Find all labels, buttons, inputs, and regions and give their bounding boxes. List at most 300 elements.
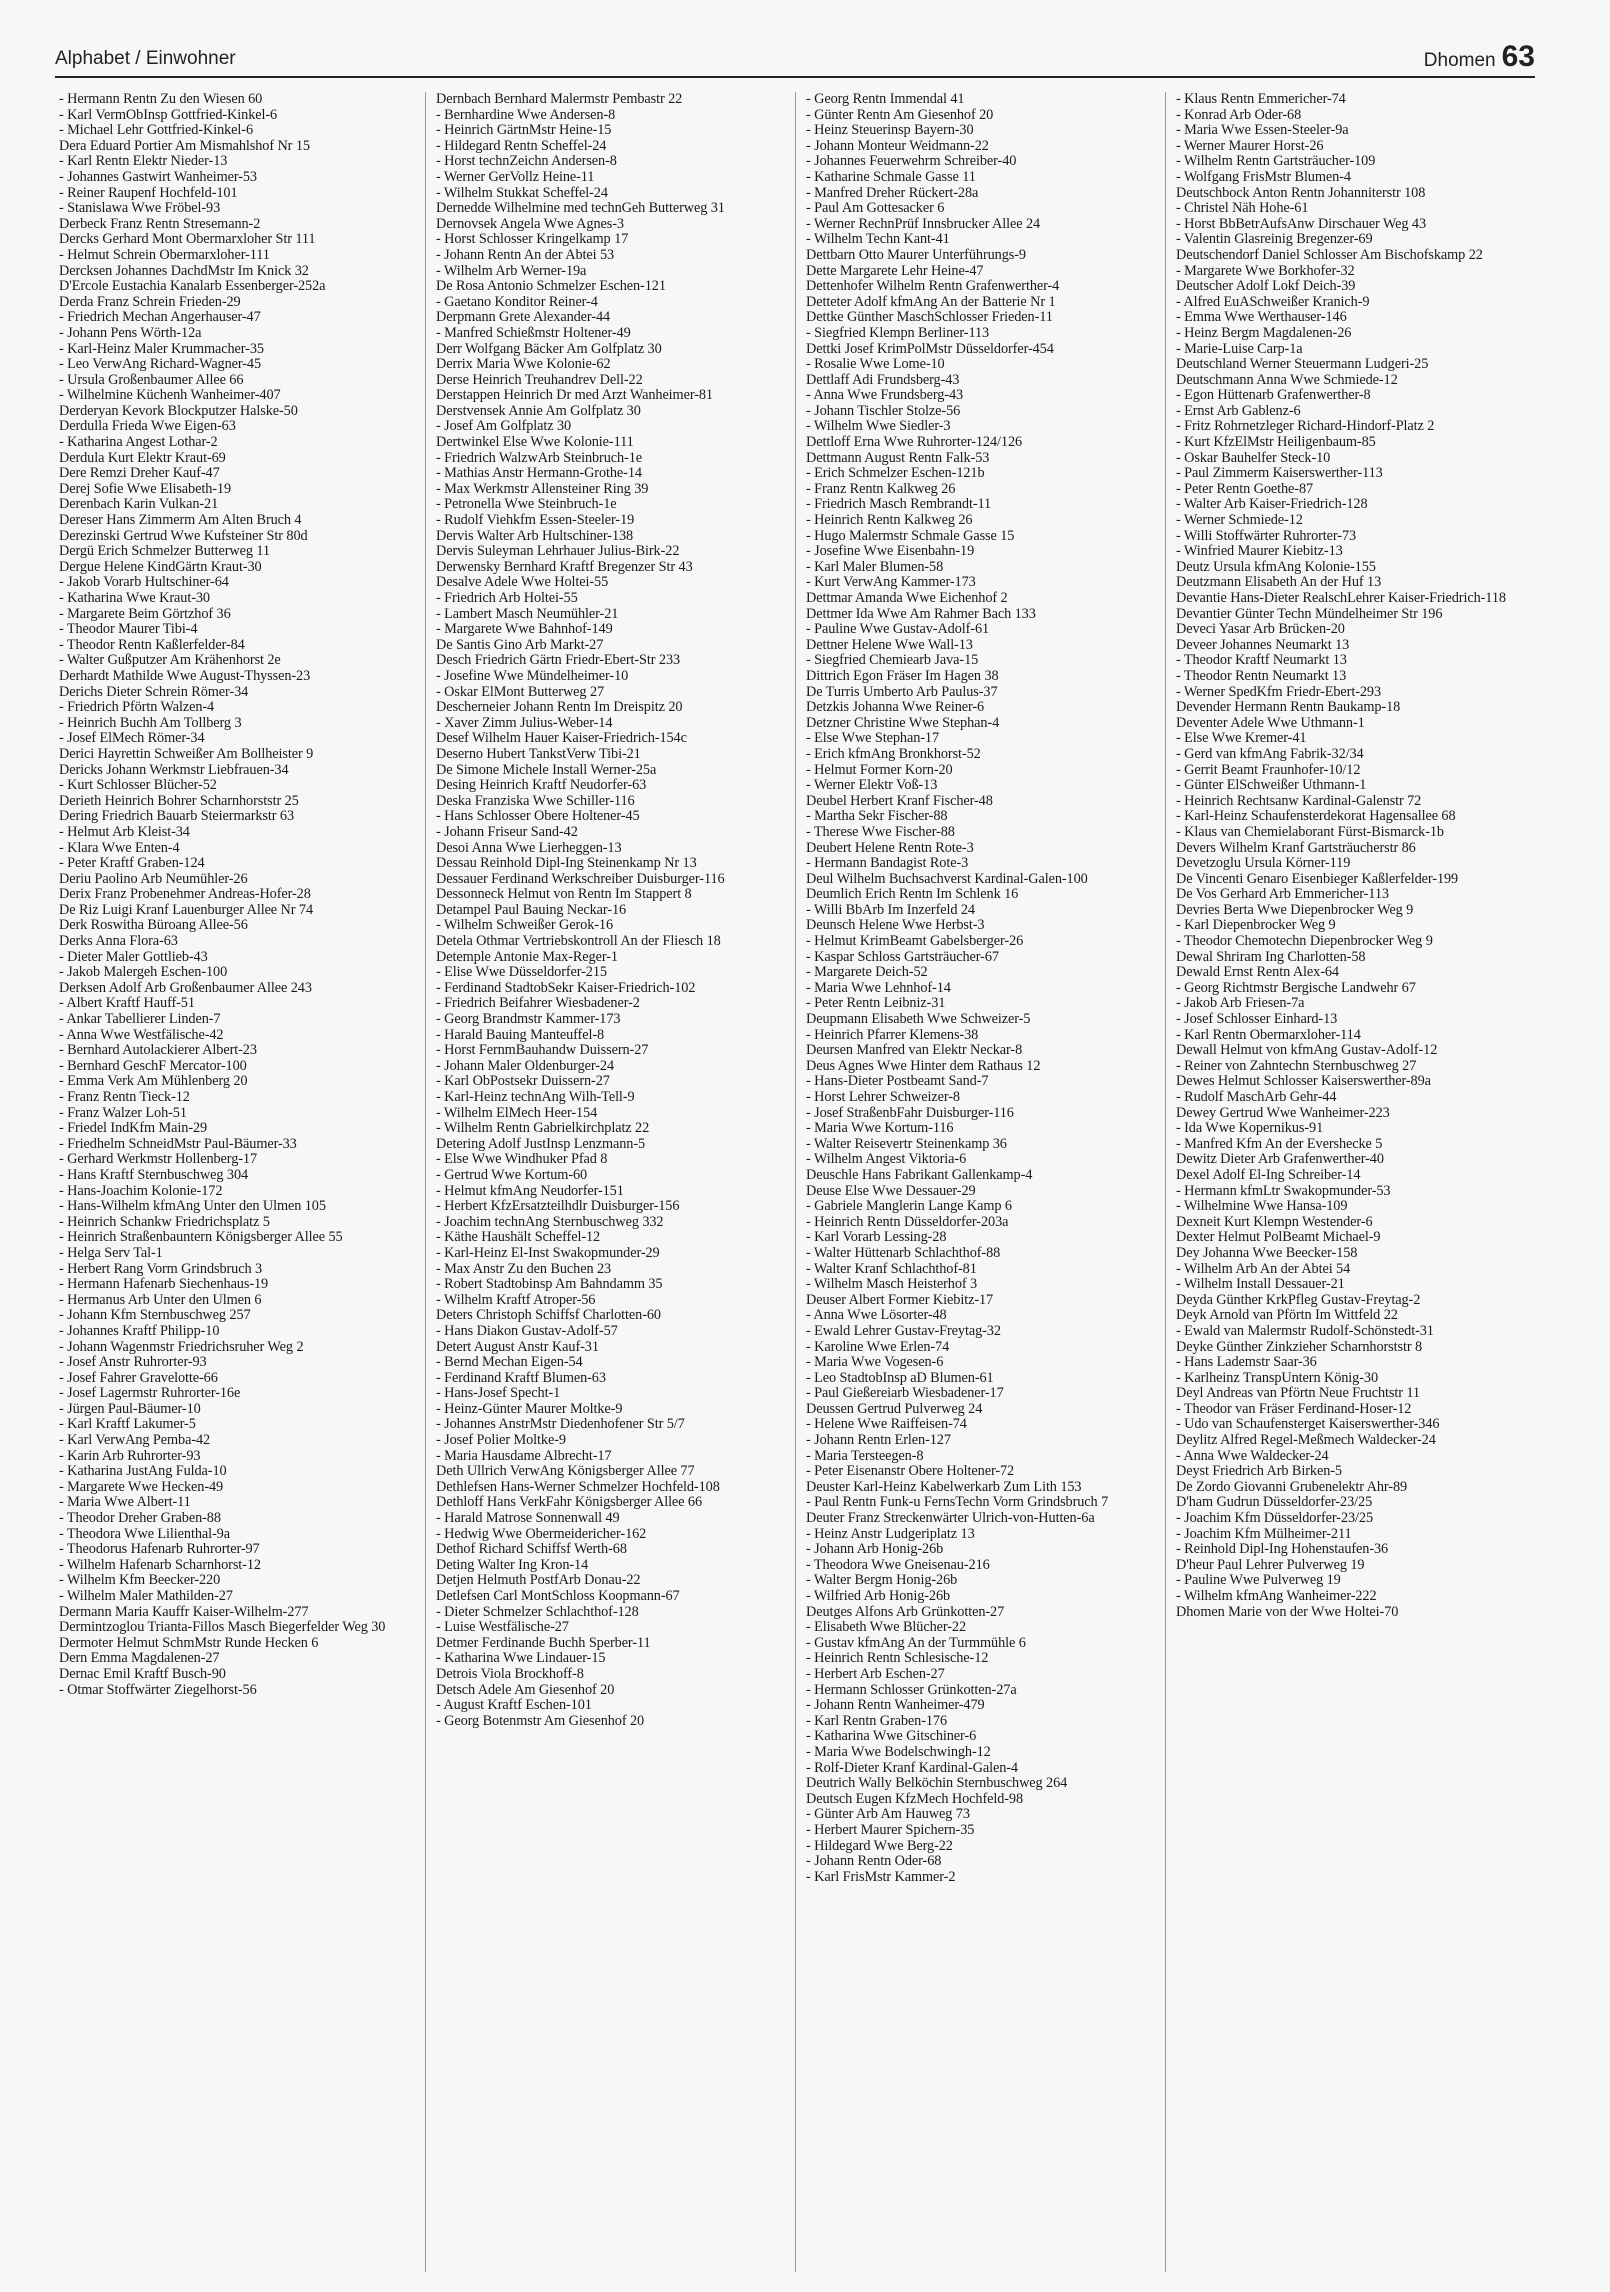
directory-entry: - Wilhelm Hafenarb Scharnhorst-12	[59, 1556, 261, 1573]
directory-entry: - Konrad Arb Oder-68	[1176, 106, 1302, 123]
directory-entry: - Gustav kfmAng An der Turmmühle 6	[806, 1634, 1026, 1651]
directory-entry: - Friedrich Masch Rembrandt-11	[806, 496, 992, 513]
directory-column-1	[55, 92, 425, 2272]
directory-entry: - Josef Am Golfplatz 30	[436, 418, 572, 435]
directory-entry: - Herbert KfzErsatzteilhdlr Duisburger-156	[436, 1198, 680, 1215]
directory-entry: - Winfried Maurer Kiebitz-13	[1176, 543, 1343, 560]
directory-entry: - Wilhelm Kraftf Atroper-56	[436, 1291, 596, 1308]
directory-entry: - Johann Wagenmstr Friedrichsruher Weg 2	[59, 1338, 304, 1355]
directory-entry: Derda Franz Schrein Frieden-29	[59, 293, 241, 310]
directory-entry: Derks Anna Flora-63	[59, 933, 178, 950]
directory-entry: - Josef Lagermstr Ruhrorter-16e	[59, 1385, 241, 1402]
directory-entry: Deutz Ursula kfmAng Kolonie-155	[1176, 558, 1376, 575]
directory-entry: - Siegfried Chemiearb Java-15	[806, 652, 979, 669]
directory-entry: - Franz Walzer Loh-51	[59, 1104, 187, 1121]
directory-entry: - Johannes Feuerwehrm Schreiber-40	[806, 153, 1017, 170]
directory-entry: - Alfred EuASchweißer Kranich-9	[1176, 293, 1370, 310]
directory-entry: - Werner Elektr Voß-13	[806, 777, 938, 794]
directory-entry: - Rosalie Wwe Lome-10	[806, 356, 945, 373]
directory-entry: - Kurt KfzElMstr Heiligenbaum-85	[1176, 434, 1376, 451]
directory-entry: Deyda Günther KrkPfleg Gustav-Freytag-2	[1176, 1291, 1421, 1308]
directory-entry: - Else Wwe Windhuker Pfad 8	[436, 1151, 608, 1168]
directory-entry: - Ferdinand StadtobSekr Kaiser-Friedrich-102	[436, 979, 696, 996]
directory-entry: - Fritz Rohrnetzleger Richard-Hindorf-Platz 2	[1176, 418, 1435, 435]
directory-entry: Deventer Adele Wwe Uthmann-1	[1176, 714, 1365, 731]
directory-entry: - Johann Pens Wörth-12a	[59, 324, 202, 341]
directory-entry: - Werner Schmiede-12	[1176, 512, 1303, 529]
directory-entry: - Hugo Malermstr Schmale Gasse 15	[806, 527, 1015, 544]
directory-entry: - Johann Maler Oldenburger-24	[436, 1057, 614, 1074]
directory-entry: - Wilhelm Rentn Gartsträucher-109	[1176, 153, 1376, 170]
directory-entry: - Wilhelm Install Dessauer-21	[1176, 1276, 1345, 1293]
directory-entry: - Theodor Rentn Neumarkt 13	[1176, 667, 1347, 684]
directory-entry: - Heinz-Günter Maurer Moltke-9	[436, 1400, 623, 1417]
directory-entry: - Hedwig Wwe Obermeidericher-162	[436, 1525, 647, 1542]
directory-entry: Dettbarn Otto Maurer Unterführungs-9	[806, 246, 1026, 263]
directory-entry: De Vos Gerhard Arb Emmericher-113	[1176, 886, 1389, 903]
directory-entry: - Wilhelm Maler Mathilden-27	[59, 1588, 233, 1604]
directory-entry: Derk Roswitha Büroang Allee-56	[59, 917, 248, 934]
directory-entry: - Reiner Raupenf Hochfeld-101	[59, 184, 238, 201]
directory-entry: Deutschbock Anton Rentn Johanniterstr 108	[1176, 184, 1426, 201]
directory-entry: Devries Berta Wwe Diepenbrocker Weg 9	[1176, 901, 1414, 918]
directory-entry: - Herbert Maurer Spichern-35	[806, 1821, 975, 1838]
directory-entry: - Reiner von Zahntechn Sternbuschweg 27	[1176, 1057, 1417, 1074]
directory-entry: - Günter Rentn Am Giesenhof 20	[806, 106, 994, 123]
directory-entry: - Manfred Dreher Rückert-28a	[806, 184, 979, 201]
directory-entry: - Ewald van Malermstr Rudolf-Schönstedt-31	[1176, 1322, 1434, 1339]
directory-entry: - Kurt Schlosser Blücher-52	[59, 777, 217, 794]
directory-entry: - Jakob Arb Friesen-7a	[1176, 995, 1305, 1012]
directory-entry: - Udo van Schaufensterget Kaiserswerther-346	[1176, 1416, 1440, 1433]
directory-entry: - Wilhelm Techn Kant-41	[806, 231, 950, 248]
directory-entry: Deubert Helene Rentn Rote-3	[806, 839, 974, 856]
directory-entry: Dexel Adolf El-Ing Schreiber-14	[1176, 1166, 1361, 1183]
directory-entry: Dervis Walter Arb Hultschiner-138	[436, 527, 634, 544]
directory-entry: - Egon Hüttenarb Grafenwerther-8	[1176, 387, 1371, 404]
directory-entry: - Pauline Wwe Gustav-Adolf-61	[806, 621, 990, 638]
directory-entry: - Johannes Gastwirt Wanheimer-53	[59, 168, 257, 185]
directory-entry: - Hans Schlosser Obere Holtener-45	[436, 808, 640, 825]
directory-entry: - Heinrich Rentn Düsseldorfer-203a	[806, 1213, 1009, 1230]
directory-entry: - Josef StraßenbFahr Duisburger-116	[806, 1104, 1014, 1121]
directory-entry: Deveer Johannes Neumarkt 13	[1176, 636, 1350, 653]
directory-entry: - Horst Lehrer Schweizer-8	[806, 1089, 960, 1105]
directory-entry: - Wilhelm Arb Werner-19a	[436, 262, 587, 279]
directory-entry: Dettenhofer Wilhelm Rentn Grafenwerther-4	[806, 278, 1060, 295]
directory-entry: Deska Franziska Wwe Schiller-116	[436, 792, 635, 809]
directory-entry: - Katharine Schmale Gasse 11	[806, 168, 976, 185]
directory-entry: - Gaetano Konditor Reiner-4	[436, 293, 598, 310]
directory-entry: - Klaus Rentn Emmericher-74	[1176, 92, 1346, 107]
directory-entry: Detering Adolf JustInsp Lenzmann-5	[436, 1135, 646, 1152]
directory-entry: Deuse Else Wwe Dessauer-29	[806, 1182, 976, 1199]
directory-entry: Derix Franz Probenehmer Andreas-Hofer-28	[59, 886, 311, 903]
directory-entry: - Wilhelm Angest Viktoria-6	[806, 1151, 967, 1168]
directory-entry: Dethlefsen Hans-Werner Schmelzer Hochfeld-108	[436, 1478, 720, 1495]
directory-entry: Deting Walter Ing Kron-14	[436, 1556, 589, 1573]
directory-entry: - Hans-Josef Specht-1	[436, 1385, 561, 1402]
directory-entry: - Franz Rentn Tieck-12	[59, 1089, 190, 1105]
directory-column-4	[1165, 92, 1535, 2272]
directory-entry: Dercksen Johannes DachdMstr Im Knick 32	[59, 262, 309, 279]
directory-entry: - Leo StadtobInsp aD Blumen-61	[806, 1369, 994, 1386]
directory-entry: Devantie Hans-Dieter RealschLehrer Kaiser-Friedrich-118	[1176, 590, 1506, 606]
directory-entry: Dercks Gerhard Mont Obermarxloher Str 111	[59, 231, 316, 248]
running-head	[1424, 40, 1535, 74]
directory-entry: - Therese Wwe Fischer-88	[806, 823, 955, 840]
directory-entry: Derieth Heinrich Bohrer Scharnhorststr 25	[59, 792, 299, 809]
directory-entry: Dittrich Egon Fräser Im Hagen 38	[806, 667, 999, 684]
directory-entry: Dexter Helmut PolBeamt Michael-9	[1176, 1229, 1381, 1246]
directory-entry: - Margarete Wwe Hecken-49	[59, 1478, 224, 1495]
directory-entry: De Zordo Giovanni Grubenelektr Ahr-89	[1176, 1478, 1408, 1495]
directory-entry: Dermoter Helmut SchmMstr Runde Hecken 6	[59, 1634, 319, 1651]
directory-entry: - Theodor Rentn Kaßlerfelder-84	[59, 636, 245, 653]
directory-entry: - Werner GerVollz Heine-11	[436, 168, 595, 185]
directory-entry: Dettner Helene Wwe Wall-13	[806, 636, 973, 653]
directory-entry: Detjen Helmuth PostfArb Donau-22	[436, 1572, 641, 1589]
directory-entry: Derenbach Karin Vulkan-21	[59, 496, 219, 513]
directory-entry: Devers Wilhelm Kranf Gartsträucherstr 86	[1176, 839, 1416, 856]
directory-entry: Deul Wilhelm Buchsachverst Kardinal-Galen-100	[806, 870, 1088, 887]
directory-entry: - Karl-Heinz technAng Wilh-Tell-9	[436, 1089, 635, 1105]
directory-entry: - Heinrich Rentn Kalkweg 26	[806, 512, 973, 529]
directory-entry: - Peter Eisenanstr Obere Holtener-72	[806, 1463, 1015, 1480]
directory-entry: - Friedrich Pförtn Walzen-4	[59, 699, 215, 716]
directory-entry: - Ankar Tabellierer Linden-7	[59, 1011, 221, 1028]
directory-entry: - Maria Hausdame Albrecht-17	[436, 1447, 612, 1464]
directory-entry: - Heinz Bergm Magdalenen-26	[1176, 324, 1352, 341]
directory-entry: - Josefine Wwe Eisenbahn-19	[806, 543, 975, 560]
directory-entry: - Georg Rentn Immendal 41	[806, 92, 965, 107]
directory-entry: - Herbert Arb Eschen-27	[806, 1665, 945, 1682]
directory-entry: - Hans-Dieter Postbeamt Sand-7	[806, 1073, 989, 1090]
directory-entry: Deuter Franz Streckenwärter Ulrich-von-Hutten-6a	[806, 1510, 1095, 1527]
directory-entry: - Elisabeth Wwe Blücher-22	[806, 1619, 967, 1636]
directory-entry: - Anna Wwe Waldecker-24	[1176, 1447, 1329, 1464]
directory-entry: Deus Agnes Wwe Hinter dem Rathaus 12	[806, 1057, 1041, 1074]
directory-entry: - Oskar Bauhelfer Steck-10	[1176, 449, 1331, 466]
directory-entry: - Max Werkmstr Allensteiner Ring 39	[436, 480, 649, 497]
directory-entry: Desch Friedrich Gärtn Friedr-Ebert-Str 233	[436, 652, 681, 669]
directory-entry: - Karl-Heinz Schaufensterdekorat Hagensallee 68	[1176, 808, 1456, 825]
directory-entry: - Lambert Masch Neumühler-21	[436, 605, 619, 622]
directory-entry: - Walter Reisevertr Steinenkamp 36	[806, 1135, 1007, 1152]
directory-entry: - Theodora Wwe Gneisenau-216	[806, 1556, 990, 1573]
directory-entry: Deutschendorf Daniel Schlosser Am Bischofskamp 22	[1176, 246, 1483, 263]
directory-entry: - Günter Arb Am Hauweg 73	[806, 1806, 970, 1823]
directory-entry: Devender Hermann Rentn Baukamp-18	[1176, 699, 1401, 716]
directory-column-2	[425, 92, 795, 2272]
directory-entry: - Wilhelm Arb An der Abtei 54	[1176, 1260, 1351, 1277]
directory-entry: - Johann Friseur Sand-42	[436, 823, 578, 840]
directory-entry: Detteter Adolf kfmAng An der Batterie Nr 1	[806, 293, 1056, 310]
directory-entry: - Heinz Anstr Ludgeriplatz 13	[806, 1525, 975, 1542]
directory-entry: - Johann Monteur Weidmann-22	[806, 137, 989, 154]
directory-entry: Derwensky Bernhard Kraftf Bregenzer Str 43	[436, 558, 693, 575]
directory-entry: - Wilfried Arb Honig-26b	[806, 1588, 951, 1604]
directory-entry: Dernedde Wilhelmine med technGeh Butterweg 31	[436, 200, 725, 217]
directory-entry: Deyke Günther Zinkzieher Scharnhorststr 8	[1176, 1338, 1423, 1355]
directory-entry: - Walter Bergm Honig-26b	[806, 1572, 958, 1589]
directory-entry: - Peter Kraftf Graben-124	[59, 855, 205, 872]
directory-entry: - Albert Kraftf Hauff-51	[59, 995, 195, 1012]
directory-entry: - Günter ElSchweißer Uthmann-1	[1176, 777, 1367, 794]
directory-entry: - Hermann Hafenarb Siechenhaus-19	[59, 1276, 269, 1293]
directory-entry: - Joachim technAng Sternbuschweg 332	[436, 1213, 664, 1230]
directory-entry: Derstappen Heinrich Dr med Arzt Wanheimer-81	[436, 387, 713, 404]
directory-entry: - Hans-Wilhelm kfmAng Unter den Ulmen 105	[59, 1198, 326, 1215]
directory-entry: - Dieter Schmelzer Schlachthof-128	[436, 1603, 639, 1620]
directory-entry: Deussen Gertrud Pulverweg 24	[806, 1400, 983, 1417]
directory-entry: - Bernhard GeschF Mercator-100	[59, 1057, 247, 1074]
directory-entry: - Karl Vorarb Lessing-28	[806, 1229, 947, 1246]
directory-entry: - Josef Anstr Ruhrorter-93	[59, 1354, 207, 1371]
directory-entry: Desing Heinrich Kraftf Neudorfer-63	[436, 777, 647, 794]
directory-entry: Dhomen Marie von der Wwe Holtei-70	[1176, 1603, 1399, 1620]
directory-entry: - Stanislawa Wwe Fröbel-93	[59, 200, 221, 217]
directory-entry: Dernac Emil Kraftf Busch-90	[59, 1665, 226, 1682]
directory-entry: - Katharina JustAng Fulda-10	[59, 1463, 227, 1480]
directory-entry: Dereser Hans Zimmerm Am Alten Bruch 4	[59, 512, 302, 529]
directory-entry: - Wilhelm ElMech Heer-154	[436, 1104, 598, 1121]
directory-entry: Deveci Yasar Arb Brücken-20	[1176, 621, 1345, 638]
directory-entry: - Heinrich Rechtsanw Kardinal-Galenstr 72	[1176, 792, 1422, 809]
directory-entry: - Max Anstr Zu den Buchen 23	[436, 1260, 612, 1277]
directory-entry: - Manfred Schießmstr Holtener-49	[436, 324, 631, 341]
directory-entry: Deunsch Helene Wwe Herbst-3	[806, 917, 985, 934]
directory-entry: - Robert Stadtobinsp Am Bahndamm 35	[436, 1276, 663, 1293]
directory-entry: - Jakob Malergeh Eschen-100	[59, 964, 228, 981]
directory-entry: Dettmer Ida Wwe Am Rahmer Bach 133	[806, 605, 1036, 622]
directory-entry: - Emma Verk Am Mühlenberg 20	[59, 1073, 248, 1090]
directory-entry: - Wilhelmine Wwe Hansa-109	[1176, 1198, 1348, 1215]
directory-entry: Derderyan Kevork Blockputzer Halske-50	[59, 402, 298, 419]
directory-entry: Dexneit Kurt Klempn Westender-6	[1176, 1213, 1373, 1230]
directory-entry: - Else Wwe Stephan-17	[806, 730, 940, 747]
directory-entry: - Walter Arb Kaiser-Friedrich-128	[1176, 496, 1368, 513]
directory-entry: Dertwinkel Else Wwe Kolonie-111	[436, 434, 634, 451]
directory-entry: - Hermann Rentn Zu den Wiesen 60	[59, 92, 263, 107]
directory-entry: Dewal Shriram Ing Charlotten-58	[1176, 948, 1366, 965]
running-head-name: Dhomen	[1423, 50, 1496, 71]
directory-entry: - Josef Polier Moltke-9	[436, 1432, 566, 1449]
directory-entry: Dergue Helene KindGärtn Kraut-30	[59, 558, 262, 575]
directory-entry: - Werner SpedKfm Friedr-Ebert-293	[1176, 683, 1382, 700]
directory-entry: Deutschmann Anna Wwe Schmiede-12	[1176, 371, 1398, 388]
directory-entry: - Karl VermObInsp Gottfried-Kinkel-6	[59, 106, 278, 123]
directory-entry: - Joachim Kfm Düsseldorfer-23/25	[1176, 1510, 1374, 1527]
directory-entry: Desalve Adele Wwe Holtei-55	[436, 574, 609, 591]
directory-entry: Detert August Anstr Kauf-31	[436, 1338, 599, 1355]
directory-entry: - Maria Wwe Kortum-116	[806, 1120, 954, 1137]
directory-entry: Dettmann August Rentn Falk-53	[806, 449, 990, 466]
directory-entry: Deuser Albert Former Kiebitz-17	[806, 1291, 994, 1308]
directory-entry: - Johann Kfm Sternbuschweg 257	[59, 1307, 251, 1324]
directory-entry: - Katharina Angest Lothar-2	[59, 434, 218, 451]
directory-entry: - August Kraftf Eschen-101	[436, 1697, 592, 1714]
directory-entry: Dewald Ernst Rentn Alex-64	[1176, 964, 1339, 981]
directory-entry: Deylitz Alfred Regel-Meßmech Waldecker-24	[1176, 1432, 1436, 1449]
directory-entry: - Johann Rentn Erlen-127	[806, 1432, 951, 1449]
directory-entry: - Ernst Arb Gablenz-6	[1176, 402, 1301, 419]
directory-entry: Dermintzoglou Trianta-Fillos Masch Biegerfelder Weg 30	[59, 1619, 386, 1636]
directory-entry: Devantier Günter Techn Mündelheimer Str 196	[1176, 605, 1443, 622]
directory-entry: - Reinhold Dipl-Ing Hohenstaufen-36	[1176, 1541, 1389, 1558]
directory-entry: - Maria Tersteegen-8	[806, 1447, 924, 1464]
directory-entry: - Horst technZeichn Andersen-8	[436, 153, 617, 170]
directory-entry: - Bernd Mechan Eigen-54	[436, 1354, 583, 1371]
directory-entry: Deutschland Werner Steuermann Ludgeri-25	[1176, 356, 1429, 373]
directory-entry: Detzner Christine Wwe Stephan-4	[806, 714, 1000, 731]
directory-entry: - Karlheinz TranspUntern König-30	[1176, 1369, 1378, 1386]
directory-entry: Detlefsen Carl MontSchloss Koopmann-67	[436, 1588, 680, 1604]
directory-entry: - Johann Rentn An der Abtei 53	[436, 246, 615, 263]
directory-entry: - Katharina Wwe Kraut-30	[59, 590, 210, 606]
directory-entry: - Theodor Maurer Tibi-4	[59, 621, 198, 638]
directory-entry: Derdulla Frieda Wwe Eigen-63	[59, 418, 236, 435]
directory-entry: - Wilhelm kfmAng Wanheimer-222	[1176, 1588, 1377, 1604]
directory-entry: Desef Wilhelm Hauer Kaiser-Friedrich-154c	[436, 730, 687, 747]
directory-entry: - Werner RechnPrüf Innsbrucker Allee 24	[806, 215, 1041, 232]
directory-entry: - Bernhardine Wwe Andersen-8	[436, 106, 616, 123]
directory-entry: - Leo VerwAng Richard-Wagner-45	[59, 356, 262, 373]
directory-entry: Deutscher Adolf Lokf Deich-39	[1176, 278, 1356, 295]
directory-entry: - Walter Kranf Schlachthof-81	[806, 1260, 977, 1277]
directory-entry: Deumlich Erich Rentn Im Schlenk 16	[806, 886, 1019, 903]
directory-entry: - Christel Näh Hohe-61	[1176, 200, 1309, 217]
directory-entry: - Horst Schlosser Kringelkamp 17	[436, 231, 629, 248]
directory-entry: Detela Othmar Vertriebskontroll An der Fliesch 18	[436, 933, 721, 950]
directory-entry: Dettloff Erna Wwe Ruhrorter-124/126	[806, 434, 1023, 451]
directory-entry: Dettlaff Adi Frundsberg-43	[806, 371, 960, 388]
directory-entry: - Helmut Schrein Obermarxloher-111	[59, 246, 270, 263]
directory-entry: Dervis Suleyman Lehrhauer Julius-Birk-22	[436, 543, 680, 560]
directory-entry: - Ferdinand Kraftf Blumen-63	[436, 1369, 606, 1386]
directory-entry: - Hans Kraftf Sternbuschweg 304	[59, 1166, 249, 1183]
directory-entry: - Karl Maler Blumen-58	[806, 558, 944, 575]
directory-entry: - Mathias Anstr Hermann-Grothe-14	[436, 465, 642, 482]
directory-entry: D'heur Paul Lehrer Pulverweg 19	[1176, 1556, 1365, 1573]
directory-entry: Deubel Herbert Kranf Fischer-48	[806, 792, 993, 809]
directory-entry: - Friedrich WalzwArb Steinbruch-1e	[436, 449, 642, 466]
directory-entry: Detemple Antonie Max-Reger-1	[436, 948, 618, 965]
directory-entry: - Luise Westfälische-27	[436, 1619, 569, 1636]
directory-entry: - Helmut kfmAng Neudorfer-151	[436, 1182, 624, 1199]
directory-entry: - Horst BbBetrAufsAnw Dirschauer Weg 43	[1176, 215, 1426, 232]
directory-entry: Dethof Richard Schiffsf Werth-68	[436, 1541, 627, 1558]
directory-entry: Dey Johanna Wwe Beecker-158	[1176, 1244, 1358, 1261]
directory-entry: - Ida Wwe Kopernikus-91	[1176, 1120, 1324, 1137]
directory-entry: Deserno Hubert TankstVerw Tibi-21	[436, 745, 641, 762]
directory-entry: - Josefine Wwe Mündelheimer-10	[436, 667, 629, 684]
directory-entry: - Werner Maurer Horst-26	[1176, 137, 1324, 154]
directory-entry: - Peter Rentn Goethe-87	[1176, 480, 1314, 497]
directory-entry: - Heinrich Straßenbauntern Königsberger Allee 55	[59, 1229, 343, 1246]
directory-entry: - Wolfgang FrisMstr Blumen-4	[1176, 168, 1351, 185]
directory-entry: - Hans Lademstr Saar-36	[1176, 1354, 1317, 1371]
directory-entry: - Rolf-Dieter Kranf Kardinal-Galen-4	[806, 1759, 1018, 1776]
directory-entry: - Harald Bauing Manteuffel-8	[436, 1026, 605, 1043]
directory-entry: - Otmar Stoffwärter Ziegelhorst-56	[59, 1681, 257, 1698]
directory-entry: - Kaspar Schloss Gartsträucher-67	[806, 948, 999, 965]
directory-entry: - Hildegard Rentn Scheffel-24	[436, 137, 607, 154]
directory-entry: Derdula Kurt Elektr Kraut-69	[59, 449, 226, 466]
directory-entry: Deutsch Eugen KfzMech Hochfeld-98	[806, 1790, 1024, 1807]
directory-entry: - Maria Wwe Bodelschwingh-12	[806, 1743, 991, 1760]
directory-entry: - Maria Wwe Albert-11	[59, 1494, 191, 1511]
directory-entry: - Karl Diepenbrocker Weg 9	[1176, 917, 1336, 934]
directory-entry: Dericks Johann Werkmstr Liebfrauen-34	[59, 761, 289, 778]
directory-entry: De Santis Gino Arb Markt-27	[436, 636, 604, 653]
directory-entry: - Paul Am Gottesacker 6	[806, 200, 945, 217]
directory-entry: - Karl Rentn Elektr Nieder-13	[59, 153, 228, 170]
directory-entry: - Heinrich Rentn Schlesische-12	[806, 1650, 989, 1667]
directory-entry: Derici Hayrettin Schweißer Am Bollheister 9	[59, 745, 314, 762]
directory-entry: - Friedrich Arb Holtei-55	[436, 590, 578, 606]
directory-entry: - Ewald Lehrer Gustav-Freytag-32	[806, 1322, 1001, 1339]
directory-entry: Deyk Arnold van Pförtn Im Wittfeld 22	[1176, 1307, 1398, 1324]
directory-entry: Detampel Paul Bauing Neckar-16	[436, 901, 627, 918]
directory-entry: - Georg Botenmstr Am Giesenhof 20	[436, 1712, 645, 1729]
directory-entry: - Margarete Wwe Bahnhof-149	[436, 621, 613, 638]
directory-entry: - Margarete Wwe Borkhofer-32	[1176, 262, 1355, 279]
directory-entry: - Theodor Kraftf Neumarkt 13	[1176, 652, 1347, 669]
directory-entry: - Josef ElMech Römer-34	[59, 730, 205, 747]
directory-entry: - Josef Fahrer Gravelotte-66	[59, 1369, 218, 1386]
directory-entry: - Johannes AnstrMstr Diedenhofener Str 5/7	[436, 1416, 685, 1433]
directory-entry: - Petronella Wwe Steinbruch-1e	[436, 496, 617, 513]
directory-entry: - Klara Wwe Enten-4	[59, 839, 180, 856]
directory-entry: - Rudolf Viehkfm Essen-Steeler-19	[436, 512, 635, 529]
directory-entry: - Georg Brandmstr Kammer-173	[436, 1011, 621, 1028]
directory-entry: - Theodor van Fräser Ferdinand-Hoser-12	[1176, 1400, 1412, 1417]
directory-entry: Derbeck Franz Rentn Stresemann-2	[59, 215, 261, 232]
directory-entry: - Friedel IndKfm Main-29	[59, 1120, 208, 1137]
directory-entry: - Franz Rentn Kalkweg 26	[806, 480, 956, 497]
directory-entry: - Karl-Heinz Maler Krummacher-35	[59, 340, 264, 357]
directory-entry: - Manfred Kfm An der Evershecke 5	[1176, 1135, 1383, 1152]
directory-entry: - Marie-Luise Carp-1a	[1176, 340, 1303, 357]
directory-entry: Derichs Dieter Schrein Römer-34	[59, 683, 249, 700]
directory-entry: - Wilhelm Rentn Gabrielkirchplatz 22	[436, 1120, 650, 1137]
directory-entry: Dering Friedrich Bauarb Steiermarkstr 63	[59, 808, 295, 825]
directory-entry: - Heinrich Buchh Am Tollberg 3	[59, 714, 242, 731]
section-title: Alphabet / Einwohner	[55, 48, 236, 69]
directory-entry: Derej Sofie Wwe Elisabeth-19	[59, 480, 232, 497]
directory-entry: Deutzmann Elisabeth An der Huf 13	[1176, 574, 1382, 591]
directory-entry: Detmer Ferdinande Buchh Sperber-11	[436, 1634, 651, 1651]
directory-entry: - Katharina Wwe Gitschiner-6	[806, 1728, 977, 1745]
directory-entry: D'ham Gudrun Düsseldorfer-23/25	[1176, 1494, 1373, 1511]
directory-entry: - Theodor Chemotechn Diepenbrocker Weg 9	[1176, 933, 1433, 950]
directory-entry: Dernovsek Angela Wwe Agnes-3	[436, 215, 624, 232]
directory-entry: De Riz Luigi Kranf Lauenburger Allee Nr 74	[59, 901, 313, 918]
directory-entry: - Rudolf MaschArb Gehr-44	[1176, 1089, 1337, 1105]
directory-entry: - Bernhard Autolackierer Albert-23	[59, 1042, 257, 1059]
directory-entry: - Hans-Joachim Kolonie-172	[59, 1182, 223, 1199]
directory-entry: - Kurt VerwAng Kammer-173	[806, 574, 976, 591]
directory-entry: - Hermann Bandagist Rote-3	[806, 855, 969, 872]
directory-entry: - Heinrich Schankw Friedrichsplatz 5	[59, 1213, 270, 1230]
directory-entry: - Maria Wwe Essen-Steeler-9a	[1176, 122, 1349, 139]
directory-entry: Desoi Anna Wwe Lierheggen-13	[436, 839, 622, 856]
directory-entry: - Käthe Haushält Scheffel-12	[436, 1229, 601, 1246]
directory-entry: - Wilhelm Wwe Siedler-3	[806, 418, 951, 435]
directory-entry: - Walter Gußputzer Am Krähenhorst 2e	[59, 652, 281, 669]
directory-entry: - Karoline Wwe Erlen-74	[806, 1338, 950, 1355]
